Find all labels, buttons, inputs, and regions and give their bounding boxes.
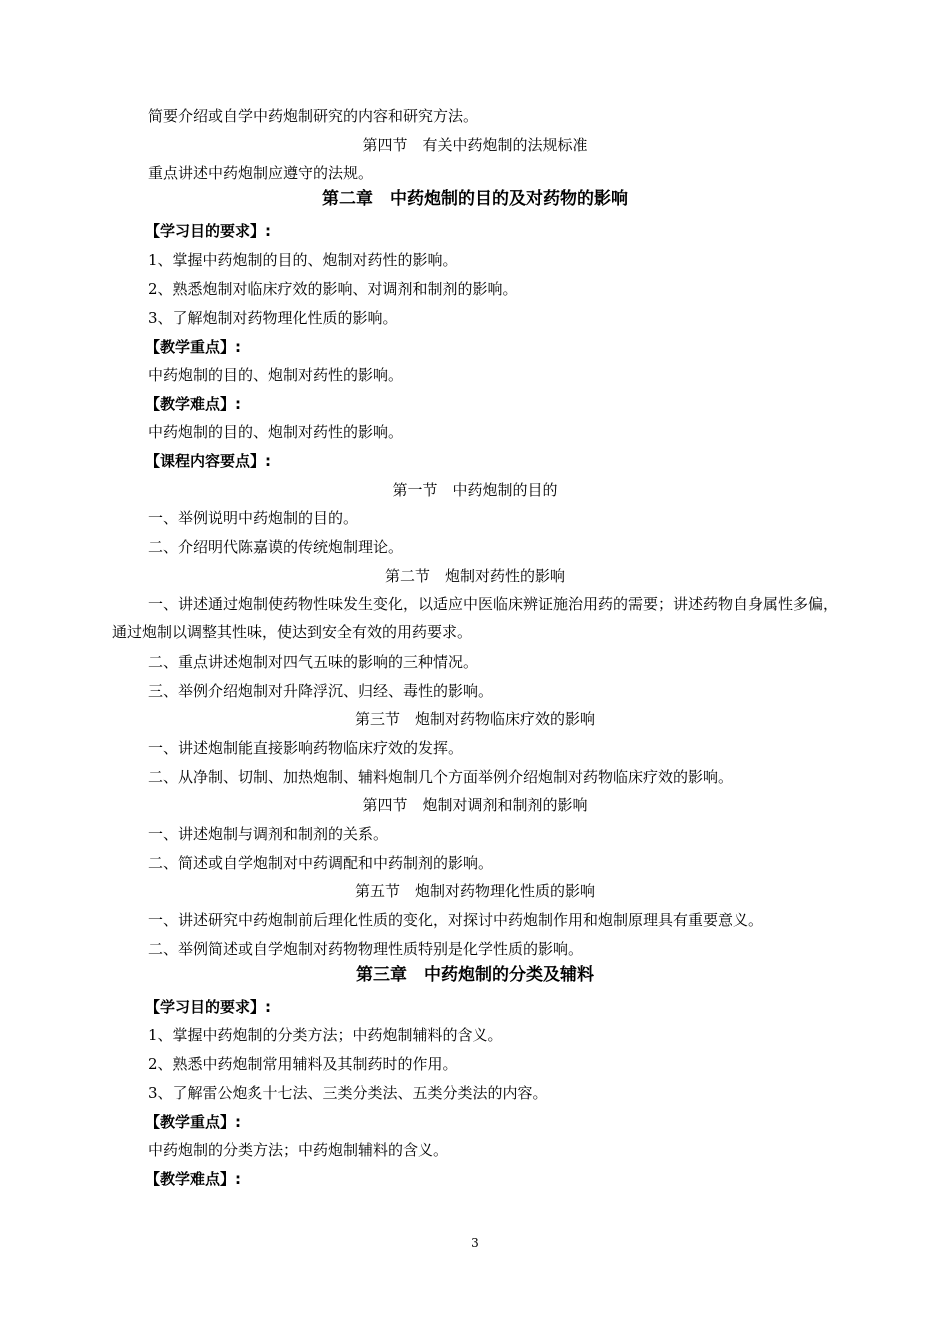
list-item: 一、讲述研究中药炮制前后理化性质的变化，对探讨中药炮制作用和炮制原理具有重要意义。 (148, 911, 764, 929)
page-number: 3 (471, 1236, 479, 1250)
list-item: 2、熟悉中药炮制常用辅料及其制药时的作用。 (148, 1055, 458, 1073)
list-item: 2、熟悉炮制对临床疗效的影响、对调剂和制剂的影响。 (148, 280, 518, 298)
chapter-heading: 第三章 中药炮制的分类及辅料 (356, 965, 594, 985)
list-item: 二、简述或自学炮制对中药调配和中药制剂的影响。 (148, 854, 494, 872)
list-item: 3、了解雷公炮炙十七法、三类分类法、五类分类法的内容。 (148, 1084, 548, 1102)
section-heading: 第一节 中药炮制的目的 (392, 481, 558, 499)
subheading: 【教学重点】: (145, 1113, 241, 1131)
subheading: 【课程内容要点】: (145, 452, 271, 470)
list-item: 一、讲述炮制能直接影响药物临床疗效的发挥。 (148, 739, 464, 757)
paragraph: 中药炮制的目的、炮制对药性的影响。 (148, 366, 404, 384)
section-heading: 第二节 炮制对药性的影响 (384, 567, 565, 585)
list-item: 二、从净制、切制、加热炮制、辅料炮制几个方面举例介绍炮制对药物临床疗效的影响。 (148, 768, 734, 786)
chapter-heading: 第二章 中药炮制的目的及对药物的影响 (322, 189, 628, 209)
list-item: 三、举例介绍炮制对升降浮沉、归经、毒性的影响。 (148, 682, 494, 700)
subheading: 【教学难点】: (145, 395, 241, 413)
paragraph: 一、讲述通过炮制使药物性味发生变化，以适应中医临床辨证施治用药的需要；讲述药物自身属性多偏，通过炮制以调整其性味，使达到安全有效的用药要求。 (112, 595, 839, 641)
subheading: 【教学重点】: (145, 338, 241, 356)
list-item: 3、了解炮制对药物理化性质的影响。 (148, 309, 398, 327)
list-item: 1、掌握中药炮制的分类方法；中药炮制辅料的含义。 (148, 1026, 503, 1044)
paragraph: 简要介绍或自学中药炮制研究的内容和研究方法。 (148, 107, 479, 125)
section-heading: 第三节 炮制对药物临床疗效的影响 (354, 710, 595, 728)
paragraph: 重点讲述中药炮制应遵守的法规。 (148, 164, 374, 182)
paragraph: 中药炮制的目的、炮制对药性的影响。 (148, 423, 404, 441)
list-item: 1、掌握中药炮制的目的、炮制对药性的影响。 (148, 251, 458, 269)
subheading: 【教学难点】: (145, 1170, 241, 1188)
paragraph: 中药炮制的分类方法；中药炮制辅料的含义。 (148, 1141, 449, 1159)
section-heading: 第五节 炮制对药物理化性质的影响 (354, 882, 595, 900)
subheading: 【学习目的要求】: (145, 998, 271, 1016)
list-item: 一、讲述炮制与调剂和制剂的关系。 (148, 825, 389, 843)
section-heading: 第四节 有关中药炮制的法规标准 (362, 136, 588, 154)
section-heading: 第四节 炮制对调剂和制剂的影响 (362, 796, 588, 814)
list-item: 二、举例简述或自学炮制对药物物理性质特别是化学性质的影响。 (148, 940, 584, 958)
list-item: 一、举例说明中药炮制的目的。 (148, 509, 359, 527)
subheading: 【学习目的要求】: (145, 222, 271, 240)
list-item: 二、重点讲述炮制对四气五味的影响的三种情况。 (148, 653, 479, 671)
list-item: 二、介绍明代陈嘉谟的传统炮制理论。 (148, 538, 404, 556)
